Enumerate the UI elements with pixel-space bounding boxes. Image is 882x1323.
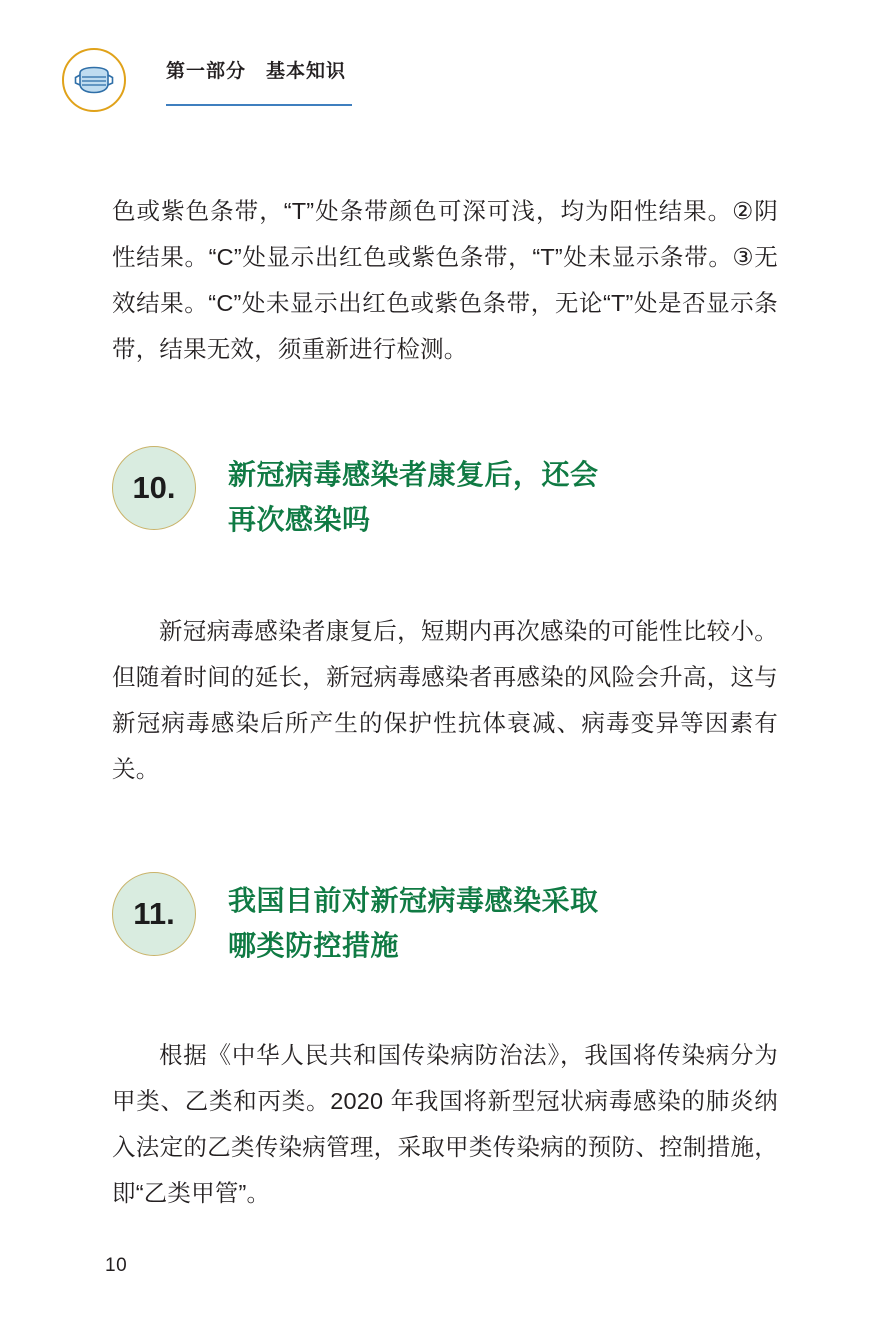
question-answer-10: 新冠病毒感染者康复后，短期内再次感染的可能性比较小。但随着时间的延长，新冠病毒感染者再感染的风险会升高，这与新冠病毒感染后所产生的保护性抗体衰减、病毒变异等因素有关。 xyxy=(112,618,778,782)
question-title-11 xyxy=(228,872,778,968)
page-content xyxy=(112,188,778,1216)
question-title-line: 我国目前对新冠病毒感染采取 xyxy=(228,885,599,916)
question-block-11 xyxy=(112,872,778,968)
question-title-10 xyxy=(228,446,778,542)
header-divider xyxy=(166,104,352,106)
question-answer-11: 根据《中华人民共和国传染病防治法》，我国将传染病分为甲类、乙类和丙类。2020 年我国将新型冠状病毒感染的肺炎纳入法定的乙类传染病管理，采取甲类传染病的预防、控制措施，即“乙类甲管”。 xyxy=(112,1042,778,1206)
question-number-badge: 11. xyxy=(112,872,196,956)
spacer xyxy=(112,542,778,608)
question-number-badge: 10. xyxy=(112,446,196,530)
spacer xyxy=(112,968,778,1032)
question-title-line: 新冠病毒感染者康复后，还会 xyxy=(228,459,599,490)
spacer xyxy=(112,792,778,872)
face-mask-icon xyxy=(62,48,126,112)
question-block-10 xyxy=(112,446,778,542)
page-header xyxy=(62,48,820,126)
question-title-line: 再次感染吗 xyxy=(228,504,371,535)
page-number: 10 xyxy=(105,1255,128,1276)
spacer xyxy=(112,372,778,446)
part-label: 第一部分 基本知识 xyxy=(166,61,347,82)
question-title-line: 哪类防控措施 xyxy=(228,930,400,961)
continued-paragraph: 色或紫色条带，“T”处条带颜色可深可浅，均为阳性结果。②阴性结果。“C”处显示出红色或紫色条带，“T”处未显示条带。③无效结果。“C”处未显示出红色或紫色条带，无论“T”处是否显示条带，结果无效，须重新进行检测。 xyxy=(112,198,778,362)
header-title-wrap xyxy=(166,58,546,86)
